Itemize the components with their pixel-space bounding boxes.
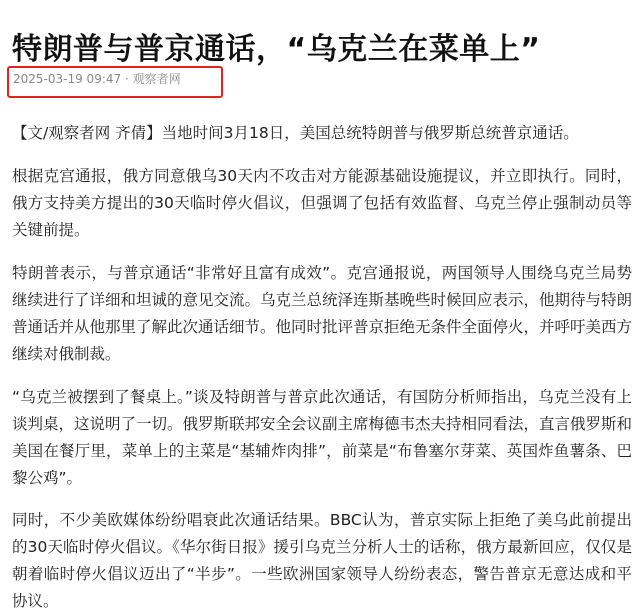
article-paragraph-4: “乌克兰被摆到了餐桌上。”谈及特朗普与普京此次通话，有国防分析师指出，乌克兰没有上谈判桌，这说明了一切。俄罗斯联邦安全会议副主席梅德韦杰夫持相同看法，直言俄罗斯和美国在餐厅里，菜单上的主菜是“基辅炸肉排”，前菜是“布鲁塞尔芽菜、英国炸鱼薯条、巴黎公鸡”。 — [12, 388, 633, 487]
article-title: 特朗普与普京通话，“乌克兰在菜单上” — [12, 32, 541, 68]
article-paragraph-2: 根据克宫通报，俄方同意俄乌30天内不攻击对方能源基础设施提议，并立即执行。同时，俄方支持美方提出的30天临时停火倡议，但强调了包括有效监督、乌克兰停止强制动员等关键前提。 — [12, 167, 632, 239]
article-meta: 2025-03-19 09:47 · 观察者网 — [13, 72, 181, 86]
article-paragraph-1: 【文/观察者网 齐倩】当地时间3月18日，美国总统特朗普与俄罗斯总统普京通话。 — [12, 124, 579, 142]
article-paragraph-3: 特朗普表示，与普京通话“非常好且富有成效”。克宫通报说，两国领导人围绕乌克兰局势继续进行了详细和坦诚的意见交流。乌克兰总统泽连斯基晚些时候回应表示，他期待与特朗普通话并从他那里了解此次通话细节。他同时批评普京拒绝无条件全面停火，并呼吁美西方继续对俄制裁。 — [12, 264, 633, 363]
article-paragraph-5: 同时，不少美欧媒体纷纷唱衰此次通话结果。BBC认为，普京实际上拒绝了美乌此前提出的30天临时停火倡议。《华尔街日报》援引乌克兰分析人士的话称，俄方最新回应，仅仅是朝着临时停火倡议迈出了“半步”。一些欧洲国家领导人纷纷表态，警告普京无意达成和平协议。 — [12, 511, 632, 610]
